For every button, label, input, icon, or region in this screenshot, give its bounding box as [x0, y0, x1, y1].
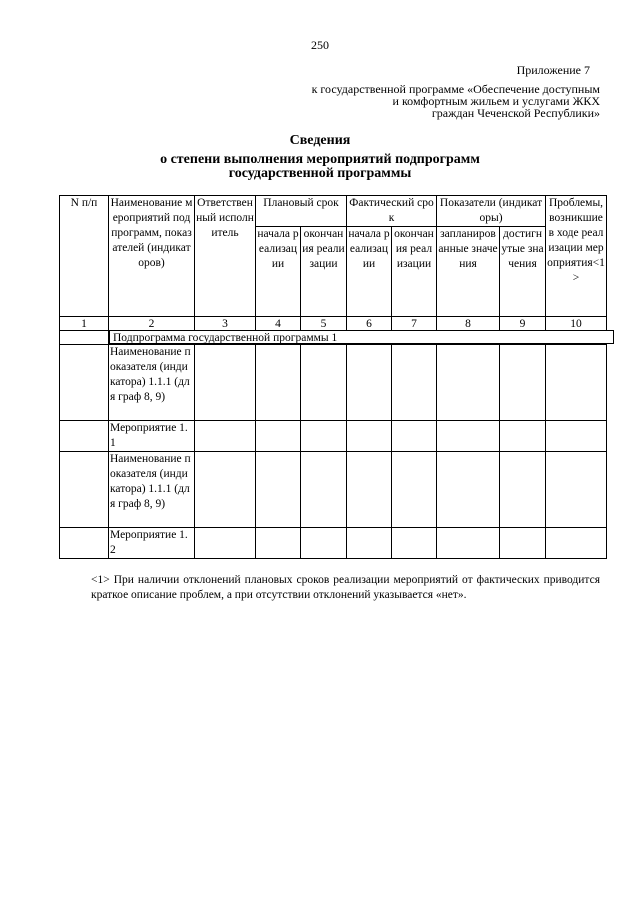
footnote	[55, 573, 600, 603]
document-title: Сведения	[289, 133, 351, 148]
row-name: Наименование показателя (индикатора) 1.1.1 (для граф 8, 9)	[109, 452, 195, 528]
column-number: 6	[347, 317, 392, 331]
header-name: Наименование мероприятий подпрограмм, показателей (индикаторов)	[109, 196, 195, 317]
appendix-desc-line: к государственной программе «Обеспечение доступным	[311, 82, 600, 96]
document-subtitle	[0, 153, 640, 181]
subtitle-line: о степени выполнения мероприятий подпрограмм	[160, 152, 480, 167]
column-number: 10	[546, 317, 607, 331]
header-planned-values: запланированные значения	[437, 227, 500, 317]
row-name: Наименование показателя (индикатора) 1.1.1 (для граф 8, 9)	[109, 345, 195, 421]
table-row	[60, 528, 607, 559]
subprogram-label: Подпрограмма государственной программы 1	[109, 330, 614, 344]
header-planned-end: окончания реализации	[301, 227, 347, 317]
column-number: 5	[301, 317, 347, 331]
row-name: Мероприятие 1.2	[109, 528, 195, 559]
page-number: 250	[311, 38, 329, 52]
footnote-text: <1> При наличии отклонений плановых сроков реализации мероприятий от фактических приводится краткое описание проблем, а при отсутствии отклонений указывается «нет».	[91, 574, 600, 601]
appendix-label: Приложение 7	[516, 63, 590, 77]
header-indicators: Показатели (индикаторы)	[437, 196, 546, 227]
appendix-desc-line: и комфортным жильем и услугами ЖКХ	[392, 94, 600, 108]
column-number: 3	[195, 317, 256, 331]
header-planned-start: начала реализации	[256, 227, 301, 317]
table-cell	[60, 331, 109, 345]
row-name: Мероприятие 1.1	[109, 421, 195, 452]
header-achieved-values: достигнутые значения	[500, 227, 546, 317]
column-number: 8	[437, 317, 500, 331]
table-row	[60, 345, 607, 421]
column-number: 1	[60, 317, 109, 331]
header-actual-start: начала реализации	[347, 227, 392, 317]
header-actual-end: окончания реализации	[392, 227, 437, 317]
header-responsible: Ответственный исполнитель	[195, 196, 256, 317]
table-row	[60, 452, 607, 528]
table-row	[60, 421, 607, 452]
appendix-desc-line: граждан Чеченской Республики»	[431, 106, 600, 120]
column-number: 7	[392, 317, 437, 331]
header-problems: Проблемы, возникшие в ходе реализации мероприятия<1>	[546, 196, 607, 317]
column-number: 4	[256, 317, 301, 331]
report-table	[59, 195, 607, 559]
subtitle-line: государственной программы	[228, 166, 412, 181]
column-number: 2	[109, 317, 195, 331]
column-number: 9	[500, 317, 546, 331]
header-actual: Фактический срок	[347, 196, 437, 227]
header-num: N п/п	[60, 196, 109, 317]
appendix-description	[200, 83, 600, 119]
header-planned: Плановый срок	[256, 196, 347, 227]
